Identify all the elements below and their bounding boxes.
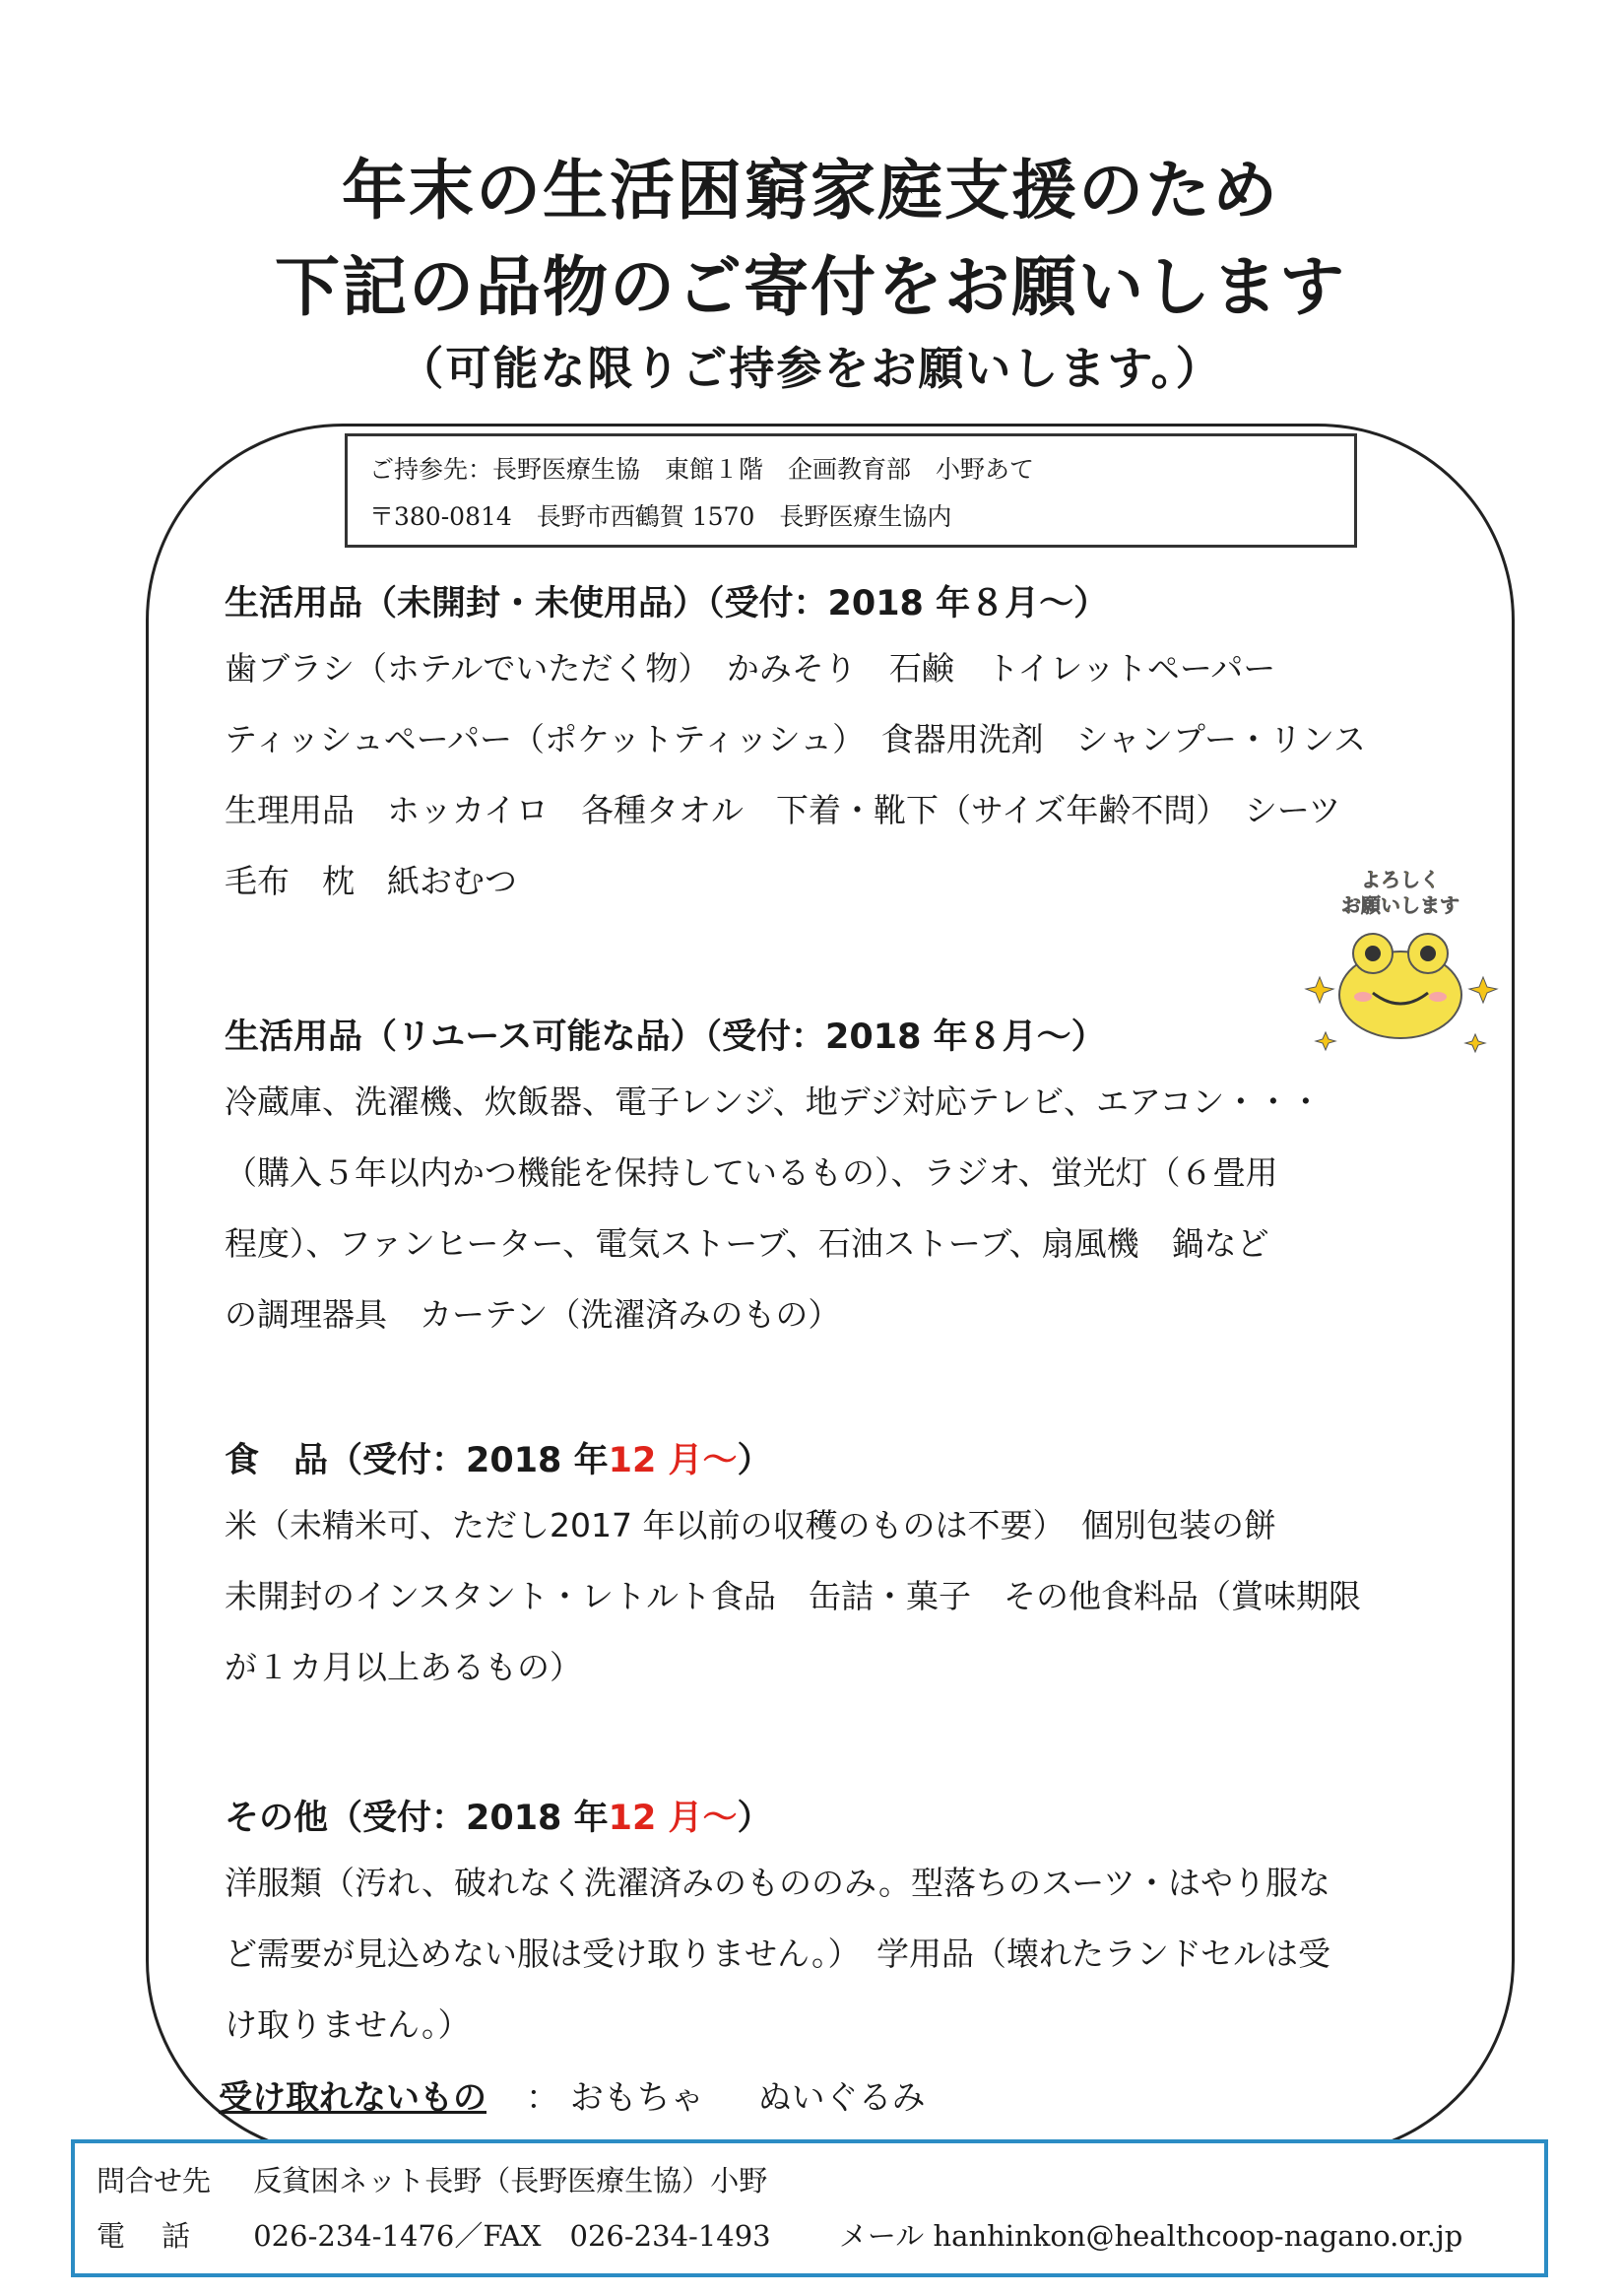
- item-line: 歯ブラシ（ホテルでいただく物） かみそり 石鹸 トイレットペーパー: [225, 649, 1276, 688]
- contact-box: [71, 2139, 1548, 2277]
- title-line-1: 年末の生活困窮家庭支援のため: [342, 153, 1279, 229]
- phone-fax: 026-234-1476／FAX 026-234-1493: [253, 2219, 771, 2253]
- item-line: け取りません。）: [225, 2005, 471, 2044]
- item-line: （購入５年以内かつ機能を保持しているもの）、ラジオ、蛍光灯（６畳用: [225, 1153, 1278, 1192]
- heading-text: ）: [737, 1799, 772, 1838]
- item-line: 程度）、ファンヒーター、電気ストーブ、石油ストーブ、扇風機 鍋など: [225, 1224, 1269, 1263]
- sticker-text-1: よろしく: [1361, 868, 1440, 891]
- item-line: の調理器具 カーテン（洗濯済みのもの）: [225, 1295, 841, 1334]
- item-line: 未開封のインスタント・レトルト食品 缶詰・菓子 その他食料品（賞味期限: [225, 1577, 1362, 1615]
- not-accepted-label: 受け取れないもの: [219, 2078, 486, 2118]
- section-heading: [225, 1433, 1505, 1482]
- contact-org: 反貧困ネット長野（長野医療生協）小野: [253, 2164, 768, 2198]
- heading-highlight: 12 月～: [608, 1799, 738, 1838]
- section-other: [225, 1791, 1505, 2061]
- not-accepted-colon: ：: [526, 2078, 559, 2118]
- title-line-3: （可能な限りご持参をお願いします。）: [398, 342, 1223, 395]
- heading-highlight: 12 月～: [608, 1441, 738, 1480]
- section-food: [225, 1433, 1505, 1703]
- section-heading: 生活用品（未開封・未使用品）（受付：2018 年８月～）: [225, 584, 1109, 623]
- delivery-address-box: [345, 433, 1357, 548]
- sticker-text-2: お願いします: [1341, 893, 1459, 917]
- item-line: が１カ月以上あるもの）: [225, 1648, 582, 1686]
- item-line: 毛布 枕 紙おむつ: [225, 862, 517, 900]
- item-line: 洋服類（汚れ、破れなく洗濯済みのもののみ。型落ちのスーツ・はやり服な: [225, 1864, 1330, 1902]
- heading-text: ）: [737, 1441, 772, 1480]
- delivery-line-2: 〒380-0814 長野市西鶴賀 1570 長野医療生協内: [369, 502, 952, 531]
- contact-label: 問合せ先: [97, 2164, 212, 2198]
- item-line: 冷蔵庫、洗濯機、炊飯器、電子レンジ、地デジ対応テレビ、エアコン・・・: [225, 1082, 1323, 1121]
- not-accepted-item: おもちゃ: [569, 2078, 704, 2118]
- mail-label: メール: [838, 2219, 925, 2253]
- delivery-line-1: ご持参先：長野医療生協 東館１階 企画教育部 小野あて: [369, 455, 1035, 484]
- heading-text: 食 品（受付：2018 年: [225, 1441, 609, 1480]
- not-accepted-item: ぬいぐるみ: [757, 2078, 926, 2118]
- contact-org-row: [97, 2153, 1544, 2208]
- not-accepted-line: [219, 2070, 969, 2119]
- email-link[interactable]: hanhinkon@healthcoop-nagano.or.jp: [933, 2219, 1463, 2253]
- section-heading: [225, 1791, 1505, 1840]
- contact-phone-row: [97, 2208, 1544, 2263]
- item-line: 米（未精米可、ただし2017 年以前の収穫のものは不要） 個別包装の餅: [225, 1506, 1276, 1544]
- item-line: ティッシュペーパー（ポケットティッシュ） 食器用洗剤 シャンプー・リンス: [225, 720, 1366, 758]
- item-line: 生理用品 ホッカイロ 各種タオル 下着・靴下（サイズ年齢不問） シーツ: [225, 791, 1341, 829]
- item-line: ど需要が見込めない服は受け取りません。） 学用品（壊れたランドセルは受: [225, 1935, 1330, 1973]
- title-line-2: 下記の品物のご寄付をお願いします: [275, 249, 1346, 325]
- heading-text: その他（受付：2018 年: [225, 1799, 609, 1838]
- section-daily-reuse: [225, 1010, 1505, 1350]
- phone-label: 電 話: [97, 2219, 195, 2253]
- section-heading: 生活用品（リユース可能な品）（受付：2018 年８月～）: [225, 1017, 1106, 1057]
